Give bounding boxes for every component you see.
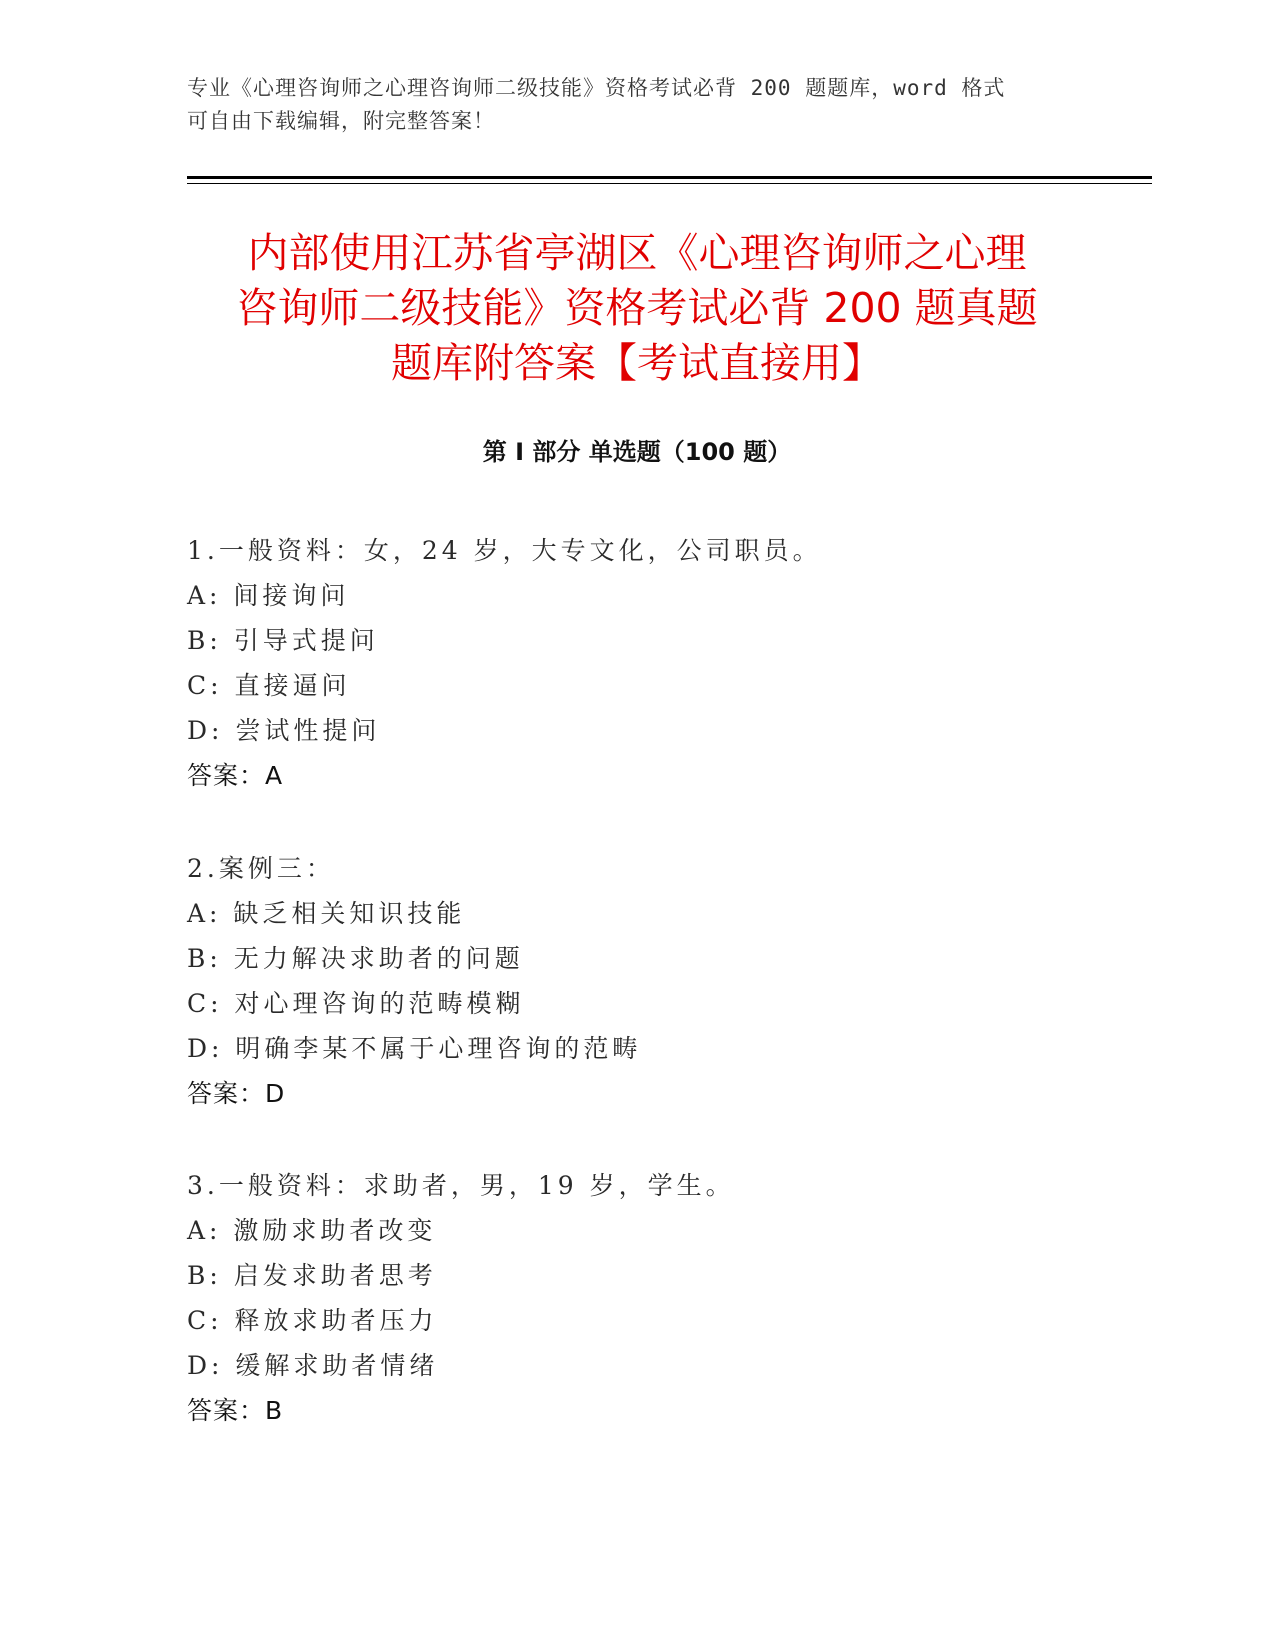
answer-label: 答案：B bbox=[187, 1396, 284, 1425]
option-b: B: 启发求助者思考 bbox=[187, 1261, 437, 1290]
section-heading: 第 I 部分 单选题（100 题） bbox=[482, 438, 792, 466]
question-3 bbox=[187, 1163, 1087, 1433]
option-a: A: 缺乏相关知识技能 bbox=[187, 899, 466, 928]
option-c: C: 释放求助者压力 bbox=[187, 1306, 438, 1335]
header-note-line-2: 可自由下载编辑，附完整答案！ bbox=[187, 109, 495, 133]
option-b: B: 引导式提问 bbox=[187, 626, 379, 655]
title-line-2: 咨询师二级技能》资格考试必背 200 题真题 bbox=[236, 284, 1038, 332]
document-title bbox=[187, 226, 1087, 391]
question-stem: 1.一般资料：女，24 岁，大专文化，公司职员。 bbox=[187, 536, 822, 565]
header-note bbox=[187, 72, 1067, 138]
header-note-line-1: 专业《心理咨询师之心理咨询师二级技能》资格考试必背 200 题题库，word 格式 bbox=[187, 76, 1006, 100]
title-line-3: 题库附答案【考试直接用】 bbox=[391, 339, 883, 387]
option-c: C: 直接逼问 bbox=[187, 671, 351, 700]
option-c: C: 对心理咨询的范畴模糊 bbox=[187, 989, 525, 1018]
title-line-1: 内部使用江苏省亭湖区《心理咨询师之心理 bbox=[247, 229, 1027, 277]
header-divider-thick bbox=[187, 176, 1152, 179]
option-a: A: 激励求助者改变 bbox=[187, 1216, 437, 1245]
option-d: D: 明确李某不属于心理咨询的范畴 bbox=[187, 1034, 642, 1063]
option-b: B: 无力解决求助者的问题 bbox=[187, 944, 524, 973]
option-a: A: 间接询问 bbox=[187, 581, 350, 610]
question-1 bbox=[187, 528, 1087, 798]
option-d: D: 缓解求助者情绪 bbox=[187, 1351, 439, 1380]
question-stem: 2.案例三： bbox=[187, 854, 335, 883]
answer-label: 答案：A bbox=[187, 761, 284, 790]
answer-label: 答案：D bbox=[187, 1079, 286, 1108]
question-stem: 3.一般资料：求助者，男，19 岁，学生。 bbox=[187, 1171, 735, 1200]
option-d: D: 尝试性提问 bbox=[187, 716, 381, 745]
question-2 bbox=[187, 846, 1087, 1116]
header-divider-thin bbox=[187, 183, 1152, 184]
